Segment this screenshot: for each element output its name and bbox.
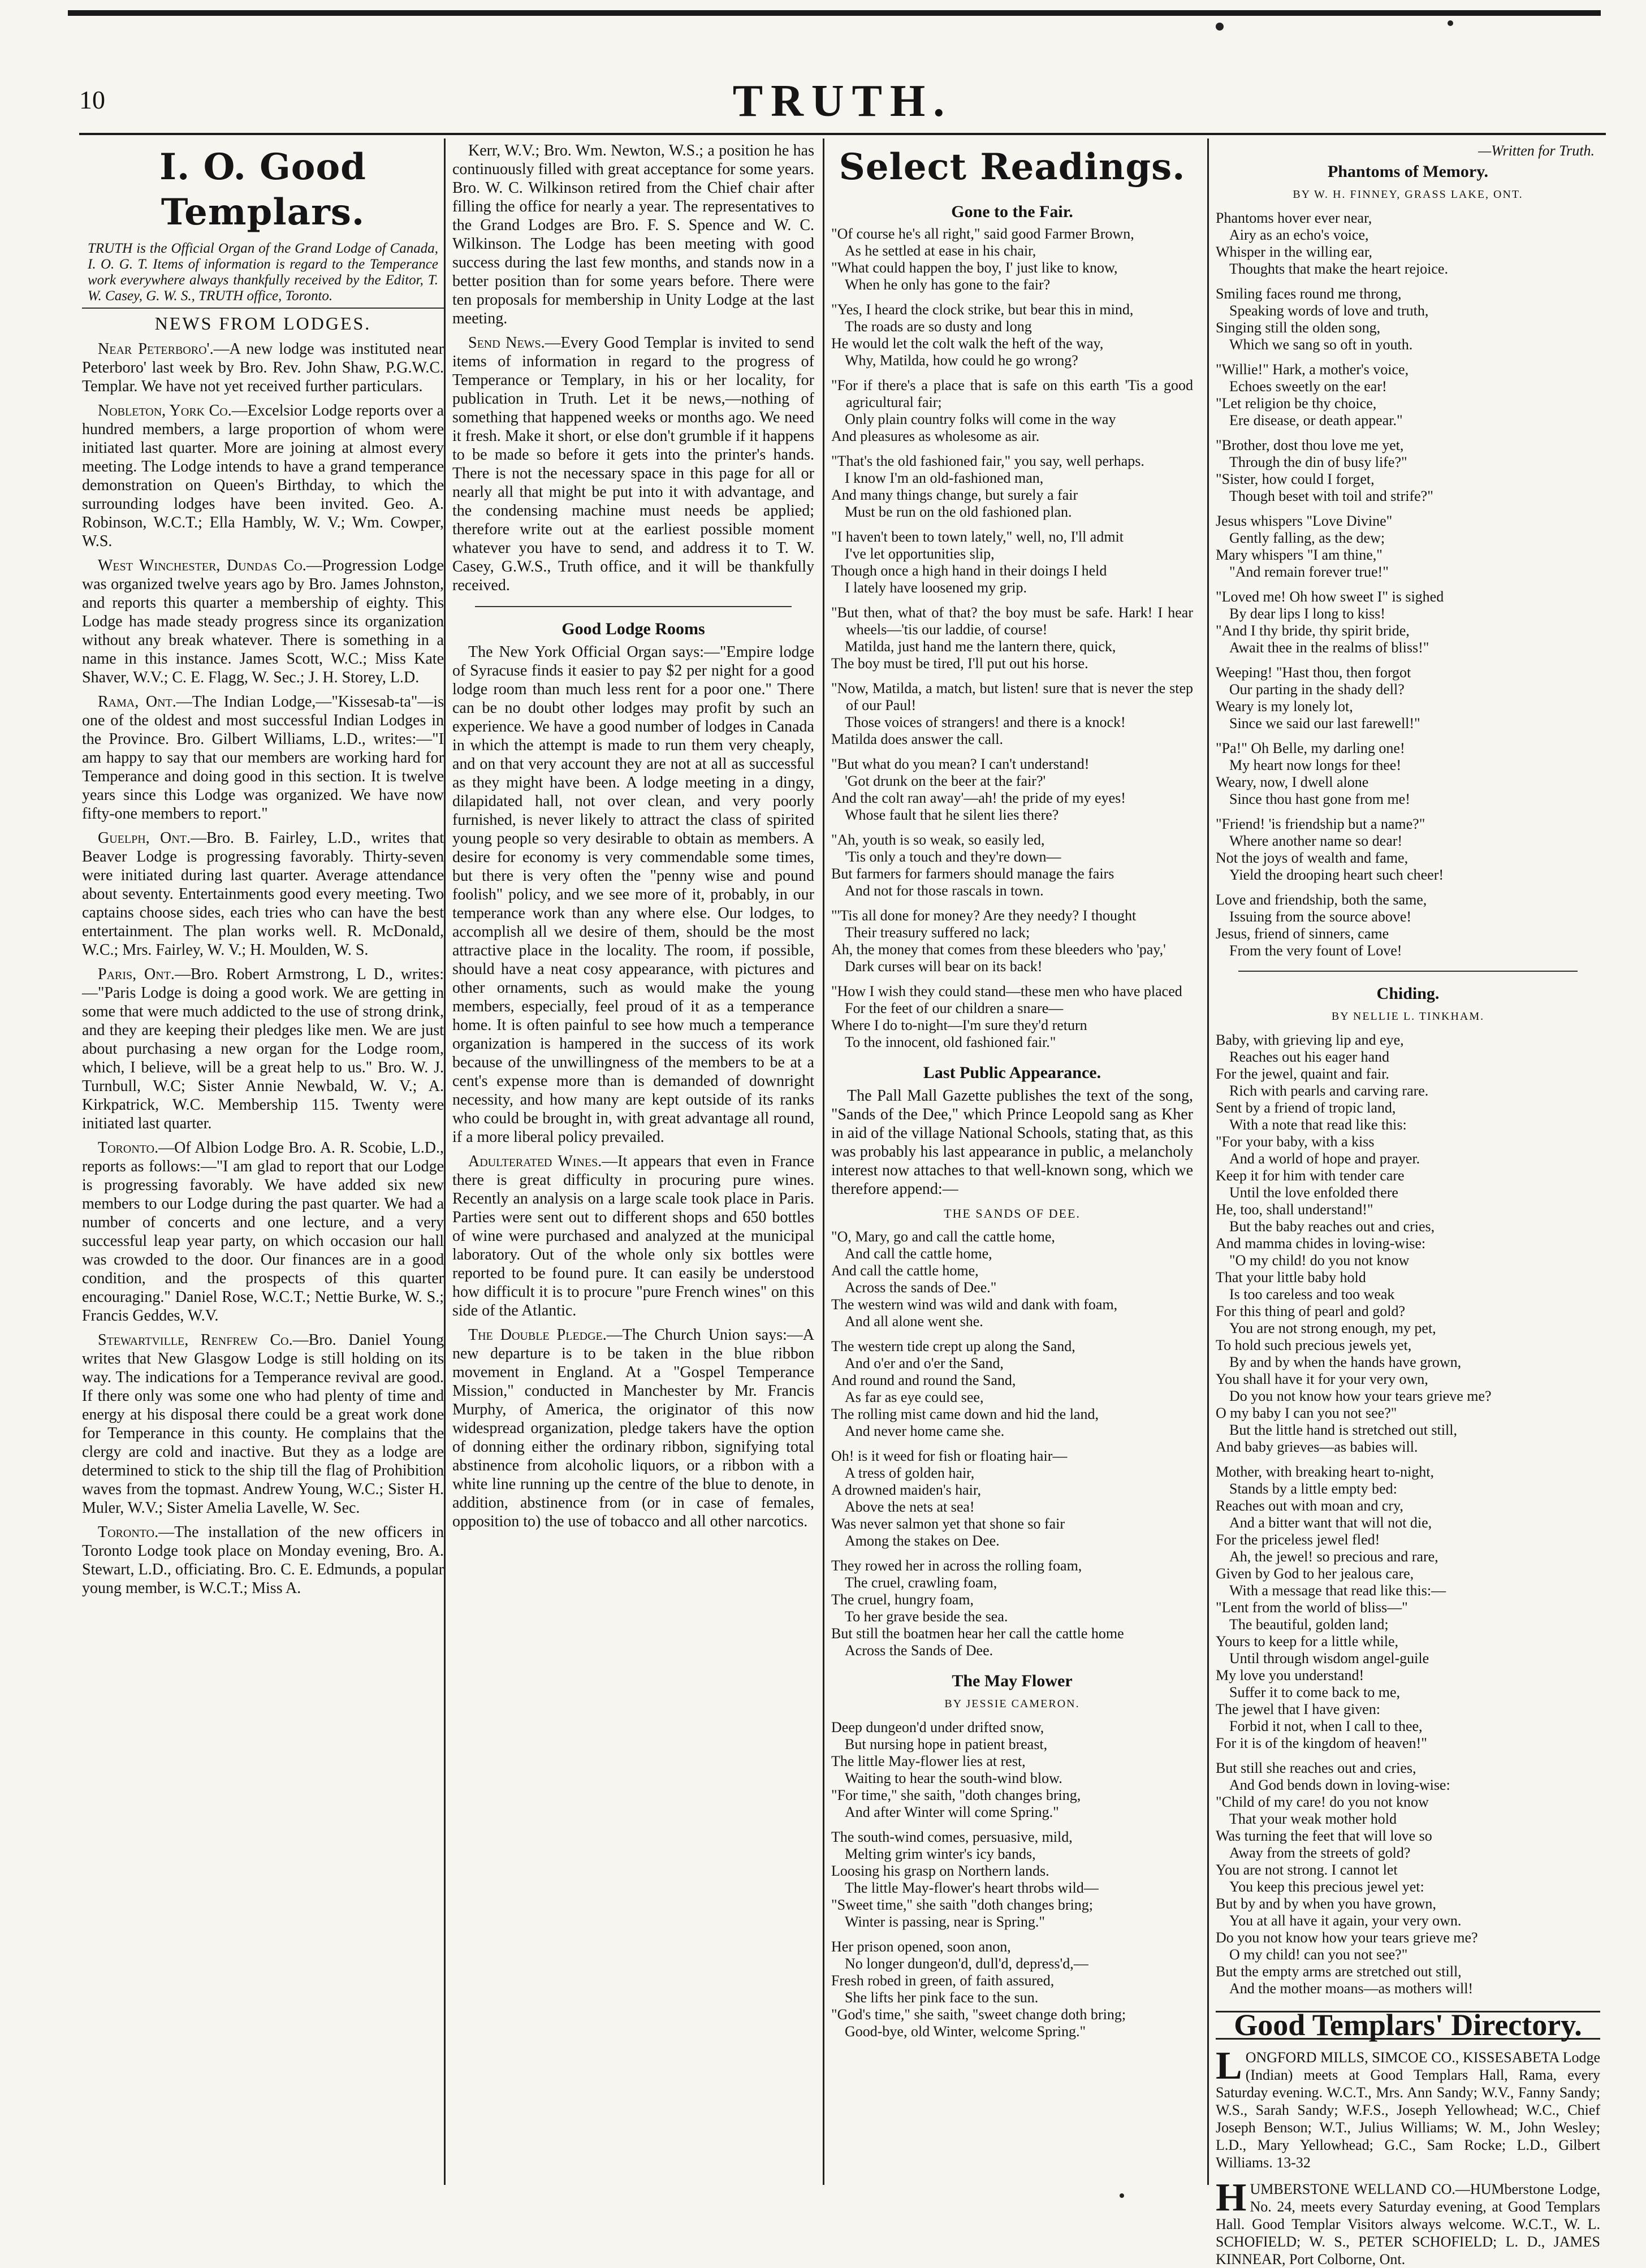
verse-line: Ah, the money that comes from these bleeders who 'pay,'	[831, 941, 1166, 958]
news-paragraph	[452, 334, 814, 595]
verse-line: A tress of golden hair,	[845, 1465, 975, 1481]
verse-line: Jesus whispers "Love Divine"	[1216, 513, 1393, 529]
verse-line: But the little hand is stretched out still,	[1229, 1422, 1457, 1438]
paragraph-lead: Send News.	[468, 334, 545, 352]
stanza	[1216, 285, 1600, 353]
verse-line: Across the sands of Dee."	[845, 1279, 997, 1296]
verse-line: I lately have loosened my grip.	[845, 579, 1027, 596]
verse-line: Dark curses will bear on its back!	[845, 958, 1043, 975]
chiding-byline: BY NELLIE L. TINKHAM.	[1331, 1010, 1485, 1023]
verse-line: Winter is passing, near is Spring."	[845, 1914, 1046, 1930]
verse-line: Ah, the jewel! so precious and rare,	[1229, 1548, 1438, 1565]
paragraph-lead: Adulterated Wines.	[468, 1153, 602, 1170]
verse-line: Those voices of strangers! and there is a knock!	[845, 714, 1126, 730]
verse-line: To her grave beside the sea.	[845, 1608, 1008, 1625]
poem-may-flower	[831, 1719, 1193, 2040]
verse-line: Weary is my lonely lot,	[1216, 698, 1353, 715]
stanza	[1216, 891, 1600, 959]
verse-line: Good-bye, old Winter, welcome Spring."	[845, 2023, 1086, 2040]
news-paragraph	[452, 643, 814, 1146]
news-paragraph	[82, 1523, 444, 1598]
verse-line: Speaking words of love and truth,	[1229, 302, 1429, 319]
verse-line: To hold such precious jewels yet,	[1216, 1337, 1412, 1353]
verse-line: For the feet of our children a snare—	[845, 1000, 1064, 1016]
masthead: TRUTH.	[732, 76, 953, 126]
verse-line: "And remain forever true!"	[1229, 564, 1389, 580]
paragraph-text: —The installation of the new officers in Toronto Lodge took place on Monday evening, Bro. A. Stewart, L.D., officiating. Bro. C. E. Edmunds, a popular young member, is W.C.T.; Miss A.	[82, 1523, 444, 1597]
verse-line: The western wind was wild and dank with foam,	[831, 1296, 1118, 1313]
paragraph-lead: Toronto.	[98, 1523, 159, 1541]
verse-line: "For time," she saith, "doth changes bring,	[831, 1787, 1081, 1803]
verse-line: You keep this precious jewel yet:	[1229, 1879, 1424, 1895]
verse-line: Weary, now, I dwell alone	[1216, 774, 1369, 790]
lodge-news-list	[82, 340, 444, 1598]
verse-line: With a message that read like this:—	[1229, 1582, 1446, 1599]
verse-line: Until through wisdom angel-guile	[1229, 1650, 1429, 1667]
verse-line: "Sister, how could I forget,	[1216, 471, 1375, 487]
stanza	[1216, 1760, 1600, 1997]
news-paragraph	[82, 692, 444, 823]
verse-line: And the mother moans—as mothers will!	[1229, 1980, 1474, 1997]
verse-line: Where I do to-night—I'm sure they'd return	[831, 1017, 1087, 1033]
verse-line: Smiling faces round me throng,	[1216, 285, 1402, 302]
article-rule	[475, 606, 792, 607]
paragraph-text: —Bro. B. Fairley, L.D., writes that Beaver Lodge is progressing favorably. Thirty-seven were initiated during last quarter. Average attendance about seventy. Entertainments good every meeting. Two captains choose sides, each tries who can have the best entertainment. The plan works well. R. McDonald, W.C.; Mrs. Fairley, W. V.; H. Moulden, W. S.	[82, 829, 444, 959]
verse-line: Issuing from the source above!	[1229, 908, 1412, 925]
verse-line: "For if there's a place that is safe on this earth 'Tis a good agricultural fair;	[831, 377, 1193, 410]
verse-line: But by and by when you have grown,	[1216, 1895, 1436, 1912]
verse-line: The roads are so dusty and long	[845, 318, 1032, 335]
verse-line: By and by when the hands have grown,	[1229, 1354, 1462, 1370]
verse-line: He, too, shall understand!"	[1216, 1201, 1373, 1218]
verse-line: Across the Sands of Dee.	[845, 1642, 993, 1659]
stanza	[831, 529, 1193, 596]
verse-line: Loosing his grasp on Northern lands.	[831, 1863, 1049, 1879]
verse-line: Is too careless and too weak	[1229, 1286, 1395, 1302]
verse-line: Was turning the feet that will love so	[1216, 1828, 1432, 1844]
stanza	[831, 1938, 1193, 2040]
paragraph-text: —Excelsior Lodge reports over a hundred members, a large proportion of whom were initiated last quarter. More are joining at almost every meeting. The Lodge intends to have a grand temperance demonstration on Queen's Birthday, to which the surrounding lodges have been invited. Geo. A. Robinson, W.C.T.; Ella Hambly, W. V.; Wm. Cowper, W.S.	[82, 402, 444, 550]
news-paragraph	[82, 965, 444, 1133]
news-paragraph	[82, 829, 444, 959]
verse-line: Thoughts that make the heart rejoice.	[1229, 261, 1448, 277]
paragraph-lead: Near Peterboro'.	[98, 340, 214, 358]
verse-line: Stands by a little empty bed:	[1229, 1481, 1397, 1497]
stanza	[1216, 361, 1600, 429]
verse-line: Must be run on the old fashioned plan.	[845, 504, 1072, 520]
verse-line: "What could happen the boy, I' just like to know,	[831, 259, 1118, 276]
ink-speck	[1120, 2193, 1124, 2198]
ink-speck	[1448, 20, 1453, 26]
editor-notice: TRUTH is the Official Organ of the Grand Lodge of Canada, I. O. G. T. Items of information is regard to the Temperance work everywhere always thankfully received by the Editor, T. W. Casey, G. W. S., TRUTH office, Toronto.	[82, 241, 444, 309]
stanza	[831, 680, 1193, 748]
verse-line: Was never salmon yet that shone so fair	[831, 1516, 1065, 1532]
verse-line: Why, Matilda, how could he go wrong?	[845, 352, 1078, 369]
verse-line: And all alone went she.	[845, 1313, 983, 1330]
verse-line: But still she reaches out and cries,	[1216, 1760, 1416, 1776]
stanza	[831, 1338, 1193, 1440]
stanza	[831, 1448, 1193, 1549]
paragraph-text: The New York Official Organ says:—"Empire lodge of Syracuse finds it easier to pay $2 per night for a good lodge room than much less rent for a poor one." There can be no doubt other lodges may profit by such an experience. We have a good number of lodges in Canada in which the attempt is made to run them very cheaply, and on that very account they are not at all as successful as they might have been. A lodge meeting in a dingy, dilapidated hall, not over clean, and very poorly furnished, is never likely to attract the class of spirited young people so very desirable to obtain as members. A desire for economy is very commendable some times, but there is very often the "penny wise and pound foolish" policy, and we see more of it, probably, in our temperance work than any where else. Our lodges, to accomplish all we desire of them, should be the most attractive place in the locality. The room, if possible, should have a neat cosy appearance, with pictures and other ornaments, such as would make the young members, especially, feel proud of it as a temperance home. It is often painful to see how much a temperance organization is hampered in the success of its work because of the unwillingness of the members to be at a cent's expense more than is demanded of downright necessity, and how many are kept outside of its ranks who could be brought in, with great advantage all round, if a more liberal policy prevailed.	[452, 643, 814, 1146]
verse-line: For it is of the kingdom of heaven!"	[1216, 1735, 1427, 1751]
poem-sands-of-dee	[831, 1228, 1193, 1659]
verse-line: Gently falling, as the dew;	[1229, 530, 1385, 546]
verse-line: Mary whispers "I am thine,"	[1216, 547, 1383, 563]
verse-line: They rowed her in across the rolling foam,	[831, 1557, 1082, 1574]
verse-line: And mamma chides in loving-wise:	[1216, 1235, 1426, 1252]
verse-line: "'Tis all done for money? Are they needy? I thought	[831, 907, 1137, 924]
poem-gone-to-the-fair	[831, 226, 1193, 1051]
verse-line: 'Got drunk on the beer at the fair?'	[845, 773, 1046, 789]
verse-line: And o'er and o'er the Sand,	[845, 1355, 1004, 1371]
verse-line: Which we sang so oft in youth.	[1229, 336, 1413, 353]
column-divider	[823, 138, 824, 2185]
verse-line: "Now, Matilda, a match, but listen! sure that is never the step of our Paul!	[831, 680, 1193, 713]
written-for-truth: —Written for Truth.	[1478, 142, 1595, 159]
verse-line: No longer dungeon'd, dull'd, depress'd,—	[845, 1955, 1088, 1972]
verse-line: That your weak mother hold	[1229, 1811, 1397, 1827]
stanza	[1216, 1032, 1600, 1456]
verse-line: Given by God to her jealous care,	[1216, 1565, 1414, 1582]
verse-line: "O, Mary, go and call the cattle home,	[831, 1228, 1055, 1245]
poem-phantoms-of-memory	[1216, 210, 1600, 959]
column-1	[82, 141, 444, 2182]
directory-entry	[1216, 2176, 1600, 2268]
stanza	[1216, 740, 1600, 808]
verse-line: "Yes, I heard the clock strike, but bear this in mind,	[831, 301, 1134, 318]
verse-line: "And I thy bride, thy spirit bride,	[1216, 622, 1410, 639]
verse-line: The south-wind comes, persuasive, mild,	[831, 1829, 1073, 1845]
verse-line: Our parting in the shady dell?	[1229, 681, 1405, 698]
verse-line: Since we said our last farewell!"	[1229, 715, 1420, 732]
verse-line: Phantoms hover ever near,	[1216, 210, 1372, 226]
verse-line: Airy as an echo's voice,	[1229, 227, 1369, 243]
column-4	[1216, 141, 1600, 2267]
stanza	[831, 832, 1193, 899]
verse-line: And call the cattle home,	[831, 1262, 979, 1279]
verse-line: When he only has gone to the fair?	[845, 276, 1051, 293]
section-title-good-templars: I. O. Good Templars.	[159, 146, 366, 233]
stanza	[1216, 816, 1600, 884]
poem-title-phantoms: Phantoms of Memory.	[1327, 162, 1489, 181]
directory-text: UMBERSTONE WELLAND CO.—HUMberstone Lodge, No. 24, meets every Saturday evening, at Good Templars Hall. Good Templar Visitors always welcome. W.C.T., W. L. SCHOFIELD; W. S., PETER SCHOFIELD; L. D., JAMES KINNEAR, Port Colborne, Ont.	[1216, 2181, 1600, 2267]
news-paragraph	[452, 141, 814, 328]
verse-line: "But then, what of that? the boy must be safe. Hark! I hear wheels—'tis our laddie, of course!	[831, 604, 1193, 638]
stanza	[1216, 588, 1600, 656]
verse-line: For the jewel, quaint and fair.	[1216, 1066, 1389, 1082]
sands-of-dee-intro: The Pall Mall Gazette publishes the text of the song, "Sands of the Dee," which Prince Leopold sang as Kher in aid of the village National Schools, stating that, as this was probably his last appearance in public, a melancholy interest now attaches to that well-known song, which we therefore append:—	[831, 1087, 1193, 1198]
phantoms-byline: BY W. H. FINNEY, GRASS LAKE, ONT.	[1293, 188, 1523, 201]
verse-line: Though beset with toil and strife?"	[1229, 488, 1433, 504]
verse-line: Reaches out his eager hand	[1229, 1049, 1390, 1065]
stanza	[831, 1228, 1193, 1330]
stanza	[1216, 1464, 1600, 1752]
paragraph-lead: Nobleton, York Co.	[98, 402, 232, 419]
verse-line: "Sweet time," she saith "doth changes bring;	[831, 1897, 1093, 1913]
verse-line: Matilda, just hand me the lantern there, quick,	[845, 638, 1116, 655]
verse-line: Their treasury suffered no lack;	[845, 924, 1030, 941]
poem-title-may-flower: The May Flower	[952, 1672, 1073, 1690]
verse-line: But still the boatmen hear her call the cattle home	[831, 1625, 1124, 1642]
news-paragraph	[452, 1152, 814, 1320]
verse-line: She lifts her pink face to the sun.	[845, 1989, 1039, 2006]
verse-line: And never home came she.	[845, 1423, 1005, 1439]
verse-line: But the empty arms are stretched out still,	[1216, 1963, 1462, 1980]
verse-line: "Friend! 'is friendship but a name?"	[1216, 816, 1425, 832]
verse-line: A drowned maiden's hair,	[831, 1482, 982, 1498]
verse-line: "O my child! do you not know	[1229, 1252, 1410, 1269]
paragraph-lead: Paris, Ont.	[98, 966, 175, 983]
stanza	[831, 377, 1193, 445]
poem-chiding	[1216, 1032, 1600, 1997]
poem-title-sands-of-dee: THE SANDS OF DEE.	[944, 1206, 1081, 1220]
verse-line: And many things change, but surely a fair	[831, 487, 1078, 503]
verse-line: And after Winter will come Spring."	[845, 1804, 1059, 1820]
verse-line: Ere disease, or death appear."	[1229, 412, 1403, 429]
verse-line: Only plain country folks will come in the way	[845, 411, 1116, 427]
paragraph-text: —Of Albion Lodge Bro. A. R. Scobie, L.D., reports as follows:—"I am glad to report that our Lodge is progressing favorably. We have added six new members to our Lodge during the past quarter. We had a number of concerts and one lecture, and a very successful leap year party, on which occasion our hall was crowded to the door. Our finances are in a good condition, and the prospects of this quarter encouraging." Daniel Rose, W.C.T.; Nettie Burke, W. S.; Francis Geddes, W.V.	[82, 1139, 444, 1325]
verse-line: Do you not know how your tears grieve me?	[1229, 1388, 1492, 1404]
verse-line: "How I wish they could stand—these men who have placed	[831, 983, 1182, 999]
verse-line: "That's the old fashioned fair," you say, well perhaps.	[831, 453, 1144, 469]
paragraph-lead: Stewartville, Renfrew Co.	[98, 1331, 293, 1349]
poem-title-gone-to-the-fair: Gone to the Fair.	[951, 202, 1073, 221]
verse-line: Weeping! "Hast thou, then forgot	[1216, 664, 1411, 681]
verse-line: The little May-flower's heart throbs wild—	[845, 1880, 1099, 1896]
verse-line: And call the cattle home,	[845, 1245, 992, 1262]
paragraph-text: —Every Good Templar is invited to send items of information in regard to the progress of Temperance or Templary, in his or her locality, for publication in Truth. Let it be news,—nothing of something that happened weeks or months ago. We need it fresh. Make it short, or else don't grumble if it happens to be made so before it gets into the printer's hands. There is not the necessary space in this page for all or nearly all that might be put into it with advantage, and the condensing machine must needs be applied; therefore write out at the earliest possible moment whatever you have to send, and address it to T. W. Casey, G.W.S., Truth office, and it will be thankfully received.	[452, 334, 814, 594]
verse-line: And God bends down in loving-wise:	[1229, 1777, 1450, 1793]
page-number: 10	[79, 85, 105, 114]
section-title-select-readings: Select Readings.	[839, 146, 1186, 188]
verse-line: "Pa!" Oh Belle, my darling one!	[1216, 740, 1405, 756]
last-public-appearance-heading: Last Public Appearance.	[923, 1063, 1101, 1082]
verse-line: Since thou hast gone from me!	[1229, 791, 1410, 807]
verse-line: O my child! can you not see?"	[1229, 1946, 1408, 1963]
paragraph-text: —Bro. Robert Armstrong, L D., writes:—"Paris Lodge is doing a good work. We are getting in some that were much addicted to the use of strong drink, and they are keeping their pledges like men. We are just about purchasing a new organ for the Lodge room, which, I believe, will be a great help to us." Bro. W. J. Turnbull, W.C; Sister Annie Newbald, W. V.; A. Kirkpatrick, W.C. Membership 115. Twenty were initiated last quarter.	[82, 966, 444, 1132]
verse-line: Not the joys of wealth and fame,	[1216, 850, 1409, 866]
column-2-articles	[452, 141, 814, 595]
paragraph-lead: West Winchester, Dundas Co.	[98, 557, 306, 574]
verse-line: But farmers for farmers should manage the fairs	[831, 865, 1114, 882]
drop-cap: L	[1216, 2044, 1242, 2088]
verse-line: Among the stakes on Dee.	[845, 1533, 1000, 1549]
verse-line: "I haven't been to town lately," well, no, I'll admit	[831, 529, 1124, 545]
verse-line: The western tide crept up along the Sand,	[831, 1338, 1075, 1354]
verse-line: And pleasures as wholesome as air.	[831, 428, 1040, 444]
verse-line: Mother, with breaking heart to-night,	[1216, 1464, 1434, 1480]
verse-line: And not for those rascals in town.	[845, 882, 1044, 899]
verse-line: Through the din of busy life?"	[1229, 454, 1407, 470]
news-paragraph	[82, 1331, 444, 1517]
poem-title-chiding: Chiding.	[1376, 984, 1440, 1003]
news-paragraph	[82, 1139, 444, 1325]
verse-line: Her prison opened, soon anon,	[831, 1938, 1011, 1955]
stanza	[831, 983, 1193, 1051]
verse-line: You are not strong. I cannot let	[1216, 1862, 1398, 1878]
stanza	[831, 226, 1193, 293]
verse-line: For the priceless jewel fled!	[1216, 1531, 1380, 1548]
verse-line: Whose fault that he silent lies there?	[845, 807, 1059, 823]
verse-line: "Child of my care! do you not know	[1216, 1794, 1429, 1810]
verse-line: Baby, with grieving lip and eye,	[1216, 1032, 1404, 1048]
verse-line: You at all have it again, your very own.	[1229, 1912, 1462, 1929]
paragraph-lead: Rama, Ont.	[98, 693, 176, 711]
paragraph-text: —Bro. Daniel Young writes that New Glasgow Lodge is still holding on its way. The indications for a Temperance revival are good. If there only was some one who had plenty of time and energy at his disposal there could be a great work done for Temperance in this county. He complains that the clergy are cold and inactive. But they as a lodge are determined to stick to the ship till the flag of Prohibition waves from the topmast. Andrew Young, W.C.; Sister H. Muler, W.V.; Sister Amelia Lavelle, W. Sec.	[82, 1331, 444, 1517]
verse-line: "Brother, dost thou love me yet,	[1216, 437, 1404, 453]
stanza	[831, 907, 1193, 975]
verse-line: "Of course he's all right," said good Farmer Brown,	[831, 226, 1134, 242]
verse-line: To the innocent, old fashioned fair."	[845, 1034, 1056, 1050]
news-paragraph	[452, 1326, 814, 1531]
verse-line: The rolling mist came down and hid the land,	[831, 1406, 1099, 1422]
verse-line: Fresh robed in green, of faith assured,	[831, 1972, 1055, 1989]
verse-line: As far as eye could see,	[845, 1389, 984, 1405]
good-lodge-rooms-heading: Good Lodge Rooms	[561, 620, 705, 638]
paragraph-text: —Progression Lodge was organized twelve years ago by Bro. James Johnston, and reports this quarter a membership of eighty. This Lodge has made steady progress since its organization without any break whatever. There is something in a name in this instance. James Scott, W.C.; Miss Kate Shaver, W.V.; C. E. Flagg, W. Sec.; J. H. Storey, L.D.	[82, 557, 444, 686]
verse-line: For this thing of pearl and gold?	[1216, 1303, 1406, 1319]
paragraph-text: —It appears that even in France there is great difficulty in procuring pure wines. Recently an analysis on a large scale took place in Paris. Parties were sent out to different shops and 650 bottles of wine were purchased and analyzed at the municipal laboratory. Out of the whole only six bottles were reported to be found pure. It can easily be understood how difficult it is to procure "pure French wines" on this side of the Atlantic.	[452, 1153, 814, 1319]
verse-line: He would let the colt walk the heft of the way,	[831, 335, 1104, 352]
verse-line: And baby grieves—as babies will.	[1216, 1439, 1418, 1455]
column-divider	[1207, 138, 1209, 2185]
news-paragraph	[82, 556, 444, 687]
stanza	[831, 453, 1193, 521]
verse-line: Matilda does answer the call.	[831, 731, 1003, 747]
templars-directory	[1216, 2044, 1600, 2268]
verse-line: The beautiful, golden land;	[1229, 1616, 1389, 1633]
verse-line: "Willie!" Hark, a mother's voice,	[1216, 361, 1409, 378]
verse-line: Yours to keep for a little while,	[1216, 1633, 1399, 1650]
verse-line: And a bitter want that will not die,	[1229, 1514, 1432, 1531]
stanza	[831, 1829, 1193, 1931]
verse-line: Singing still the olden song,	[1216, 319, 1381, 336]
verse-line: The boy must be tired, I'll put out his horse.	[831, 655, 1088, 672]
verse-line: By dear lips I long to kiss!	[1229, 605, 1385, 622]
verse-line: You are not strong enough, my pet,	[1229, 1320, 1436, 1336]
verse-line: I know I'm an old-fashioned man,	[845, 470, 1044, 486]
verse-line: "Lent from the world of bliss—"	[1216, 1599, 1408, 1616]
ink-speck	[1216, 23, 1224, 31]
verse-line: And the colt ran away'—ah! the pride of my eyes!	[831, 790, 1126, 806]
verse-line: From the very fount of Love!	[1229, 942, 1402, 959]
verse-line: "But what do you mean? I can't understand!	[831, 756, 1090, 772]
verse-line: The cruel, crawling foam,	[845, 1574, 997, 1591]
paragraph-text: —The Church Union says:—A new departure is to be taken in the blue ribbon movement in England. At a "Gospel Temperance Mission," conducted in Manchester by Mr. Francis Murphy, of America, the originator of this now widespread organization, pledge takers have the option of donning either the ordinary ribbon, signifying total abstinence from alcoholic liquors, or a ribbon with a white line running up the centre of the blue to denote, in addition, abstinence from (or in case of females, opposition to) the use of tobacco and all other narcotics.	[452, 1326, 814, 1530]
stanza	[831, 1557, 1193, 1659]
verse-line: "Let religion be thy choice,	[1216, 395, 1377, 412]
paragraph-text: —A new lodge was instituted near Peterboro' last week by Bro. Rev. John Shaw, P.G.W.C. Templar. We have not yet received further particulars.	[82, 340, 444, 395]
verse-line: Do you not know how your tears grieve me?	[1216, 1929, 1478, 1946]
verse-line: Yield the drooping heart such cheer!	[1229, 867, 1444, 883]
stanza	[831, 301, 1193, 369]
paragraph-text: —The Indian Lodge,—"Kissesab-ta"—is one of the oldest and most successful Indian Lodges in the Province. Bro. Gilbert Williams, L.D., writes:—"I am happy to say that our members are working hard for Temperance and doing good in this section. It is twelve years since this Lodge was organized. We have now fifty-one members to report."	[82, 693, 444, 823]
verse-line: Though once a high hand in their doings I held	[831, 562, 1107, 579]
drop-cap: H	[1216, 2176, 1247, 2219]
stanza	[1216, 513, 1600, 581]
stanza	[831, 604, 1193, 672]
verse-line: Forbid it not, when I call to thee,	[1229, 1718, 1423, 1734]
verse-line: As he settled at ease in his chair,	[845, 243, 1036, 259]
paragraph-lead: Guelph, Ont.	[98, 829, 191, 847]
verse-line: 'Tis only a touch and they're down—	[845, 849, 1061, 865]
page-header	[79, 68, 1606, 130]
verse-line: My heart now longs for thee!	[1229, 757, 1401, 773]
verse-line: The jewel that I have given:	[1216, 1701, 1380, 1717]
verse-line: "Ah, youth is so weak, so easily led,	[831, 832, 1045, 848]
verse-line: "Loved me! Oh how sweet I" is sighed	[1216, 588, 1444, 605]
header-rule	[79, 133, 1606, 135]
verse-line: "God's time," she saith, "sweet change doth bring;	[831, 2006, 1126, 2023]
news-heading: NEWS FROM LODGES.	[154, 313, 371, 334]
verse-line: Await thee in the realms of bliss!"	[1229, 639, 1429, 656]
verse-line: Reaches out with moan and cry,	[1216, 1497, 1403, 1514]
stanza	[831, 1719, 1193, 1821]
verse-line: Until the love enfolded there	[1229, 1184, 1398, 1201]
verse-line: Rich with pearls and carving rare.	[1229, 1083, 1429, 1099]
paragraph-lead: Toronto.	[98, 1139, 159, 1157]
paragraph-lead: The Double Pledge.	[468, 1326, 607, 1344]
column-2	[452, 141, 814, 2182]
verse-line: And round and round the Sand,	[831, 1372, 1016, 1388]
news-paragraph	[82, 340, 444, 396]
verse-line: Whisper in the willing ear,	[1216, 244, 1372, 260]
stanza	[1216, 664, 1600, 732]
directory-entry	[1216, 2044, 1600, 2171]
verse-line: Keep it for him with tender care	[1216, 1167, 1405, 1184]
directory-text: ONGFORD MILLS, SIMCOE CO., KISSESABETA Lodge (Indian) meets at Good Templars Hall, Rama, every Saturday evening. W.C.T., Mrs. Ann Sandy; W.V., Fanny Sandy; W.S., Sarah Sandy; W.F.S., Joseph Yellowhead; W.C., Chief Joseph Benson; W.T., Julius Williams; W. M., John Wesley; L.D., Mary Yellowhead; G.C., Sam Rocke; L.D., Gilbert Williams. 13-32	[1216, 2049, 1600, 2171]
stanza	[1216, 437, 1600, 505]
verse-line: But nursing hope in patient breast,	[845, 1736, 1048, 1752]
may-flower-byline: BY JESSIE CAMERON.	[944, 1698, 1080, 1710]
verse-line: Love and friendship, both the same,	[1216, 891, 1427, 908]
paragraph-text: Kerr, W.V.; Bro. Wm. Newton, W.S.; a position he has continuously filled with great acceptance for some years. Bro. W. C. Wilkinson retired from the Chief chair after filling the office for nearly a year. The representatives to the Grand Lodges are Bro. F. S. Spence and W. C. Wilkinson. The Lodge has been meeting with good success during the last few months, and stands now in a better position than for some years before. There were ten proposals for membership in Unity Lodge at the last meeting.	[452, 142, 814, 327]
verse-line: Suffer it to come back to me,	[1229, 1684, 1401, 1700]
news-paragraph	[82, 401, 444, 551]
verse-line: That your little baby hold	[1216, 1269, 1366, 1286]
verse-line: O my baby I can you not see?"	[1216, 1405, 1397, 1421]
verse-line: You shall have it for your very own,	[1216, 1371, 1428, 1387]
directory-title: Good Templars' Directory.	[1216, 2011, 1600, 2040]
verse-line: "For your baby, with a kiss	[1216, 1133, 1375, 1150]
verse-line: And a world of hope and prayer.	[1229, 1150, 1420, 1167]
verse-line: The cruel, hungry foam,	[831, 1591, 974, 1608]
verse-line: Sent by a friend of tropic land,	[1216, 1100, 1396, 1116]
verse-line: Oh! is it weed for fish or floating hair—	[831, 1448, 1068, 1464]
verse-line: Above the nets at sea!	[845, 1499, 975, 1515]
verse-line: Waiting to hear the south-wind blow.	[845, 1770, 1062, 1786]
verse-line: Deep dungeon'd under drifted snow,	[831, 1719, 1044, 1735]
verse-line: Jesus, friend of sinners, came	[1216, 925, 1389, 942]
stanza	[1216, 210, 1600, 278]
verse-line: Where another name so dear!	[1229, 833, 1403, 849]
verse-line: Away from the streets of gold?	[1229, 1845, 1411, 1861]
verse-line: My love you understand!	[1216, 1667, 1364, 1683]
column-3	[831, 141, 1193, 2182]
column-divider	[444, 138, 446, 2185]
verse-line: I've let opportunities slip,	[845, 546, 995, 562]
verse-line: But the baby reaches out and cries,	[1229, 1218, 1435, 1235]
verse-line: Echoes sweetly on the ear!	[1229, 378, 1387, 395]
top-border	[68, 10, 1601, 16]
verse-line: Melting grim winter's icy bands,	[845, 1846, 1036, 1862]
poem-rule	[1238, 971, 1578, 972]
column-2-articles-continued	[452, 643, 814, 1531]
verse-line: With a note that read like this:	[1229, 1116, 1407, 1133]
verse-line: The little May-flower lies at rest,	[831, 1753, 1026, 1769]
stanza	[831, 756, 1193, 824]
